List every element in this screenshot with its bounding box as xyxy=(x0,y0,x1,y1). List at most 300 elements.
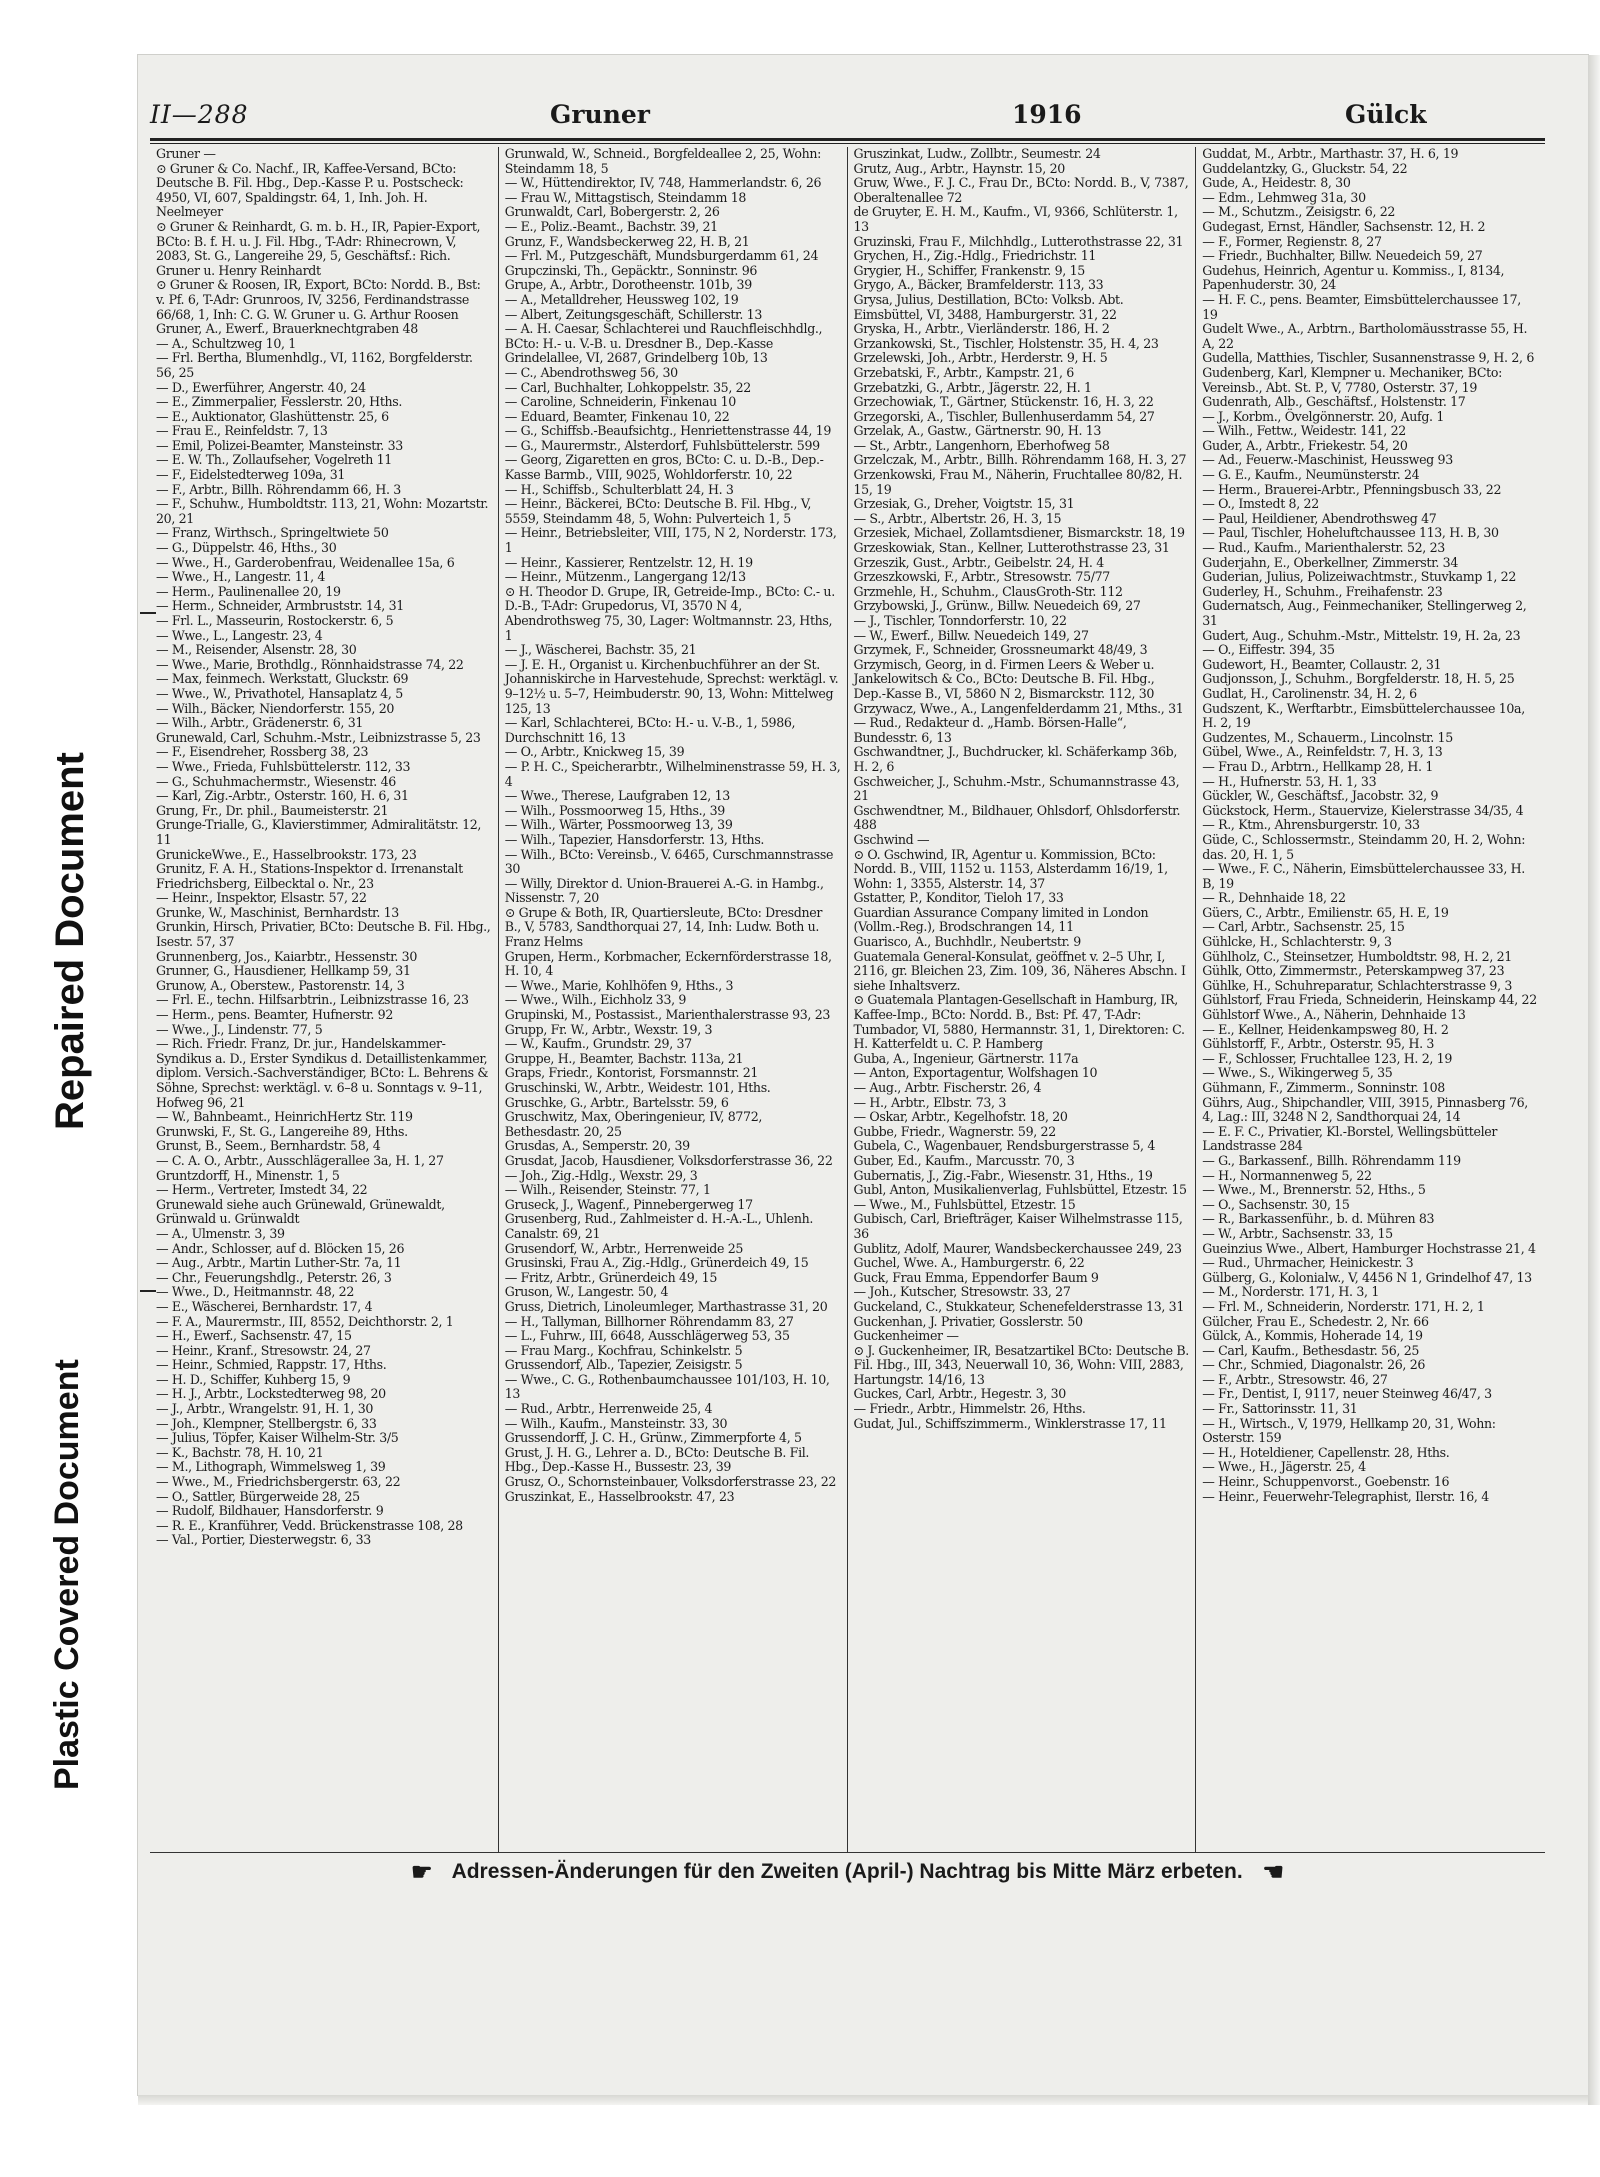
directory-entry: Gühmann, F., Zimmerm., Sonninstr. 108 xyxy=(1202,1080,1445,1095)
directory-entry: Grunkin, Hirsch, Privatier, BCto: Deutsche B. Fil. Hbg., Isestr. 57, 37 xyxy=(156,919,491,950)
directory-entry: — Frl. Bertha, Blumenhdlg., VI, 1162, Borgfelderstr. 56, 25 xyxy=(156,350,473,380)
directory-entry: Gschwandtner, J., Buchdrucker, kl. Schäferkamp 36b, H. 2, 6 xyxy=(853,744,1177,774)
directory-entry: — G., Maurermstr., Alsterdorf, Fuhlsbüttelerstr. 599 xyxy=(504,437,820,453)
directory-entry: Grust, J. H. G., Lehrer a. D., BCto: Deutsche B. Fil. Hbg., Dep.-Kasse H., Bussestr. 23, 39 xyxy=(504,1444,810,1475)
directory-entry: — Franz, Wirthsch., Springeltwiete 50 xyxy=(156,525,389,541)
directory-entry: — J., Arbtr., Wrangelstr. 91, H. 1, 30 xyxy=(156,1401,374,1417)
directory-entry: Guddelantzky, G., Gluckstr. 54, 22 xyxy=(1202,160,1408,176)
directory-entry: Grunke, W., Maschinist, Bernhardstr. 13 xyxy=(156,904,399,920)
directory-entry: — Rud., Arbtr., Herrenweide 25, 4 xyxy=(504,1401,713,1417)
directory-entry: — S., Arbtr., Albertstr. 26, H. 3, 15 xyxy=(853,510,1062,526)
directory-entry: Gühlstorf Wwe., A., Näherin, Dehnhaide 13 xyxy=(1202,1007,1466,1023)
directory-entry: Gstatter, P., Konditor, Tieloh 17, 33 xyxy=(853,890,1064,906)
directory-entry: ⊙ Guatemala Plantagen-Gesellschaft in Hamburg, IR, Kaffee-Imp., BCto: Nordd. B., Bst: Pf. 47, T-Adr: Tumbador, VI, 5880, Hermannstr. 31, 1, Direktoren: C. H. Katterfeldt u. C. P. Hamberg xyxy=(853,992,1185,1052)
directory-column-4 xyxy=(1196,147,1545,1853)
directory-entry: — Aug., Arbtr. Fischerstr. 26, 4 xyxy=(853,1080,1042,1095)
directory-entry: Grzelewski, Joh., Arbtr., Herderstr. 9, H. 5 xyxy=(853,350,1108,366)
directory-entry: — H. J., Arbtr., Lockstedterweg 98, 20 xyxy=(156,1386,386,1402)
directory-entry: — G., Barkassenf., Billh. Röhrendamm 119 xyxy=(1202,1152,1461,1168)
directory-entry: — Wwe., C. G., Rothenbaumchaussee 101/103, H. 10, 13 xyxy=(504,1371,830,1402)
directory-entry: — H., Ewerf., Sachsenstr. 47, 15 xyxy=(156,1328,352,1344)
directory-entry: — Caroline, Schneiderin, Finkenau 10 xyxy=(504,394,736,410)
directory-entry: Grunewald, Carl, Schuhm.-Mstr., Leibnizstrasse 5, 23 xyxy=(156,729,481,745)
directory-entry: Grunow, A., Oberstew., Pastorenstr. 14, 3 xyxy=(156,977,405,993)
directory-entry: — F., Schlosser, Fruchtallee 123, H. 2, 19 xyxy=(1202,1050,1452,1066)
directory-entry: — E., Kellner, Heidenkampsweg 80, H. 2 xyxy=(1202,1021,1449,1037)
directory-entry: — P. H. C., Speicherarbtr., Wilhelminenstrasse 59, H. 3, 4 xyxy=(504,758,841,789)
directory-entry: Gruszinkat, Ludw., Zollbtr., Seumestr. 24 xyxy=(853,147,1101,161)
directory-entry: Grupp, Fr. W., Arbtr., Wexstr. 19, 3 xyxy=(504,1021,713,1037)
directory-entry: — Julius, Töpfer, Kaiser Wilhelm-Str. 3/5 xyxy=(156,1430,399,1446)
directory-entry: Grunitz, F. A. H., Stations-Inspektor d. Irrenanstalt Friedrichsberg, Eilbecktal o. Nr., 23 xyxy=(156,861,463,891)
directory-entry: — F., Arbtr., Billh. Röhrendamm 66, H. 3 xyxy=(156,481,401,497)
directory-entry: Guderley, H., Schuhm., Freihafenstr. 23 xyxy=(1202,583,1443,599)
directory-entry: Gudewort, H., Beamter, Collaustr. 2, 31 xyxy=(1202,656,1442,672)
directory-entry: Guckenhan, J. Privatier, Gosslerstr. 50 xyxy=(853,1313,1083,1329)
directory-entry: — Georg, Zigaretten en gros, BCto: C. u. D.-B., Dep.-Kasse Barmb., VIII, 9025, Wohldorferstr. 10, 22 xyxy=(504,452,824,483)
directory-entry: — W., Hüttendirektor, IV, 748, Hammerlandstr. 6, 26 xyxy=(504,175,822,191)
directory-entry: ⊙ Gruner & Reinhardt, G. m. b. H., IR, Papier-Export, BCto: B. f. H. u. J. Fil. Hbg., T-Adr: Rhinecrown, V, 2083, St. G., Langereihe 29, 5, Geschäftsf.: Rich. Gruner u. Henry Reinhardt xyxy=(156,218,481,278)
footer-rule xyxy=(150,1852,1545,1853)
directory-entry: Gruseck, J., Wagenf., Pinnebergerweg 17 xyxy=(504,1196,753,1212)
directory-entry: Guatemala General-Konsulat, geöffnet v. 2–5 Uhr, I, 2116, gr. Bleichen 23, Zim. 109, 36, Näheres Abschn. I siehe Inhaltsverz. xyxy=(853,948,1186,993)
directory-entry: — Willy, Direktor d. Union-Brauerei A.-G. in Hambg., Nissenstr. 7, 20 xyxy=(504,875,824,906)
directory-entry: — Wwe., M., Fuhlsbüttel, Etzestr. 15 xyxy=(853,1196,1076,1212)
directory-entry: — Carl, Kaufm., Bethesdastr. 56, 25 xyxy=(1202,1342,1420,1358)
directory-entry: — Wilh., Arbtr., Grädenerstr. 6, 31 xyxy=(156,715,364,731)
directory-entry: — Heinr., Mützenm., Langergang 12/13 xyxy=(504,569,746,585)
directory-entry: Grzebatzki, G., Arbtr., Jägerstr. 22, H. 1 xyxy=(853,379,1092,395)
directory-entry: Grzesiak, G., Dreher, Voigtstr. 15, 31 xyxy=(853,496,1075,512)
directory-entry: — K., Bachstr. 78, H. 10, 21 xyxy=(156,1444,324,1460)
directory-entry: — Heinr., Betriebsleiter, VIII, 175, N 2, Norderstr. 173, 1 xyxy=(504,525,837,556)
directory-entry: Gruschinski, W., Arbtr., Weidestr. 101, Hths. xyxy=(504,1080,771,1095)
directory-entry: — Ad., Feuerw.-Maschinist, Heussweg 93 xyxy=(1202,452,1453,468)
directory-entry: — Heinr., Bäckerei, BCto: Deutsche B. Fil. Hbg., V, 5559, Steindamm 48, 5, Wohn: Pulverteich 1, 5 xyxy=(504,496,812,526)
running-head-right: Gülck xyxy=(1345,100,1427,129)
directory-entry: Guarisco, A., Buchhdlr., Neubertstr. 9 xyxy=(853,934,1081,950)
directory-entry: Grunz, F., Wandsbeckerweg 22, H. B, 21 xyxy=(504,233,750,249)
directory-entry: Gruszinkat, E., Hasselbrookstr. 47, 23 xyxy=(504,1488,735,1504)
directory-entry: Grzymek, F., Schneider, Grossneumarkt 48/49, 3 xyxy=(853,642,1148,658)
directory-entry: Grzelczak, M., Arbtr., Billh. Röhrendamm 168, H. 3, 27 xyxy=(853,452,1187,468)
directory-entry: — L., Fuhrw., III, 6648, Ausschlägerweg 53, 35 xyxy=(504,1328,790,1344)
directory-entry: Gudernatsch, Aug., Feinmechaniker, Stellingerweg 2, 31 xyxy=(1202,598,1527,628)
directory-entry: — Wwe., Marie, Kohlhöfen 9, Hths., 3 xyxy=(504,977,734,993)
footer-notice: Adressen-Änderungen für den Zweiten (April-) Nachtrag bis Mitte März erbeten. xyxy=(451,1860,1243,1884)
directory-entry: — Wilh., Tapezier, Hansdorferstr. 13, Hths. xyxy=(504,831,765,847)
directory-entry: — Wilh., Reisender, Steinstr. 77, 1 xyxy=(504,1182,711,1198)
directory-entry: Gudlat, H., Carolinenstr. 34, H. 2, 6 xyxy=(1202,685,1417,701)
directory-entry: — H. F. C., pens. Beamter, Eimsbüttelerchaussee 17, 19 xyxy=(1202,291,1521,322)
directory-entry: Gruppe, H., Beamter, Bachstr. 113a, 21 xyxy=(504,1050,744,1066)
directory-entry: Grunwaldt, Carl, Bobergerstr. 2, 26 xyxy=(504,204,720,220)
directory-entry: Grussendorff, J. C. H., Grünw., Zimmerpforte 4, 5 xyxy=(504,1430,802,1446)
directory-entry: — Paul, Heildiener, Abendrothsweg 47 xyxy=(1202,510,1437,526)
directory-entry: — H., Hufnerstr. 53, H. 1, 33 xyxy=(1202,773,1377,789)
directory-entry: Gülcher, Frau E., Schedestr. 2, Nr. 66 xyxy=(1202,1313,1429,1329)
directory-entry: — Albert, Zeitungsgeschäft, Schillerstr. 13 xyxy=(504,306,762,322)
directory-entry: — Max, feinmech. Werkstatt, Gluckstr. 69 xyxy=(156,671,409,687)
directory-entry: — Heinr., Feuerwehr-Telegraphist, Ilerstr. 16, 4 xyxy=(1202,1488,1489,1504)
directory-entry: Guber, Ed., Kaufm., Marcusstr. 70, 3 xyxy=(853,1152,1075,1168)
directory-entry: — E., Zimmerpalier, Fesslerstr. 20, Hths. xyxy=(156,394,403,410)
directory-entry: Grzegorski, A., Tischler, Bullenhuserdamm 54, 27 xyxy=(853,408,1155,424)
directory-entry: Grychen, H., Zig.-Hdlg., Friedrichstr. 11 xyxy=(853,248,1097,264)
directory-entry: Grysa, Julius, Destillation, BCto: Volksb. Abt. Eimsbüttel, VI, 3488, Hamburgerstr. 31, 22 xyxy=(853,291,1124,322)
directory-entry: — Wwe., M., Brennerstr. 52, Hths., 5 xyxy=(1202,1182,1426,1198)
directory-entry: — Frl. M., Putzgeschäft, Mundsburgerdamm 61, 24 xyxy=(504,248,819,264)
directory-entry: Grygo, A., Bäcker, Bramfelderstr. 113, 33 xyxy=(853,277,1104,293)
directory-entry: Gubl, Anton, Musikalienverlag, Fuhlsbüttel, Etzestr. 15 xyxy=(853,1182,1187,1198)
directory-entry: — H., Tallyman, Billhorner Röhrendamm 83, 27 xyxy=(504,1313,794,1329)
directory-entry: — Wwe., Marie, Brothdlg., Rönnhaidstrasse 74, 22 xyxy=(156,656,464,672)
directory-entry: ⊙ Gruner & Roosen, IR, Export, BCto: Nordd. B., Bst: v. Pf. 6, T-Adr: Grunroos, IV, 3256, Ferdinandstrasse 66/68, 1, Inh: C. G. W. Gruner u. G. Arthur Roosen xyxy=(156,277,481,322)
directory-entry: Gschweicher, J., Schuhm.-Mstr., Schumannstrasse 43, 21 xyxy=(853,773,1180,804)
directory-entry: Grzebatski, F., Arbtr., Kampstr. 21, 6 xyxy=(853,364,1074,380)
directory-entry: — H. D., Schiffer, Kuhberg 15, 9 xyxy=(156,1371,351,1387)
directory-entry: ⊙ Grupe & Both, IR, Quartiersleute, BCto: Dresdner B., V, 5783, Sandthorquai 27, 14, Inh: Ludw. Both u. Franz Helms xyxy=(504,904,822,950)
directory-entry: Grzybowski, J., Grünw., Billw. Neuedeich 69, 27 xyxy=(853,598,1141,614)
directory-entry: Gührs, Aug., Shipchandler, VIII, 3915, Pinnasberg 76, 4, Lag.: III, 3248 N 2, Sandthorquai 24, 14 xyxy=(1202,1094,1528,1125)
page-edge xyxy=(1588,55,1600,2105)
directory-entry: — J., Wäscherei, Bachstr. 35, 21 xyxy=(504,642,697,658)
directory-entry: Guderian, Julius, Polizeiwachtmstr., Stuvkamp 1, 22 xyxy=(1202,569,1517,585)
directory-entry: — E. W. Th., Zollaufseher, Vogelreth 11 xyxy=(156,452,392,468)
directory-entry: Guchel, Wwe. A., Hamburgerstr. 6, 22 xyxy=(853,1255,1085,1271)
directory-entry: Grunge-Trialle, G., Klavierstimmer, Admiralitätstr. 12, 11 xyxy=(156,817,482,847)
directory-entry: — Wilh., Bäcker, Niendorferstr. 155, 20 xyxy=(156,700,395,716)
directory-entry: ⊙ Gruner & Co. Nachf., IR, Kaffee-Versand, BCto: Deutsche B. Fil. Hbg., Dep.-Kasse P. u. Postscheck: 4950, VI, 607, Spaldingstr. 64, 1, Inh. Joh. H. Neelmeyer xyxy=(156,160,464,220)
directory-entry: — C. A. O., Arbtr., Ausschlägerallee 3a, H. 1, 27 xyxy=(156,1152,444,1168)
directory-entry: — A. H. Caesar, Schlachterei und Rauchfleischhdlg., BCto: H.- u. V.-B. u. Dresdner B., Dep.-Kasse Grindelallee, VI, 2687, Grindelberg 10b, 13 xyxy=(504,321,823,366)
directory-entry: — St., Arbtr., Langenhorn, Eberhofweg 58 xyxy=(853,437,1110,453)
directory-entry: Gruner — xyxy=(156,147,216,161)
directory-entry: — Friedr., Arbtr., Himmelstr. 26, Hths. xyxy=(853,1401,1086,1417)
directory-entry: — E. F. C., Privatier, Kl.-Borstel, Wellingsbütteler Landstrasse 284 xyxy=(1202,1123,1498,1154)
directory-entry: — J., Korbm., Övelgönnerstr. 20, Aufg. 1 xyxy=(1202,408,1445,424)
directory-entry: — A., Schultzweg 10, 1 xyxy=(156,335,296,351)
pointing-hand-right-icon: ☛ xyxy=(410,1859,433,1886)
directory-entry: — F., Eidelstedterweg 109a, 31 xyxy=(156,467,346,483)
directory-entry: — Wilh., Kaufm., Mansteinstr. 33, 30 xyxy=(504,1415,728,1431)
directory-entry: — Wilh., BCto: Vereinsb., V. 6465, Curschmannstrasse 30 xyxy=(504,846,834,877)
directory-entry: — W., Kaufm., Grundstr. 29, 37 xyxy=(504,1036,692,1052)
directory-entry: — H., Arbtr., Elbstr. 73, 3 xyxy=(853,1094,1007,1110)
directory-entry: — Andr., Schlosser, auf d. Blöcken 15, 26 xyxy=(156,1240,405,1256)
directory-entry: — M., Schutzm., Zeisigstr. 6, 22 xyxy=(1202,204,1396,220)
directory-entry: Grupczinski, Th., Gepäcktr., Sonninstr. 96 xyxy=(504,262,758,278)
directory-entry: Guckes, Carl, Arbtr., Hegestr. 3, 30 xyxy=(853,1386,1066,1402)
directory-entry: — W., Ewerf., Billw. Neuedeich 149, 27 xyxy=(853,627,1089,643)
directory-entry: Gudella, Matthies, Tischler, Susannenstrasse 9, H. 2, 6 xyxy=(1202,350,1534,366)
directory-entry: Grusinski, Frau A., Zig.-Hdlg., Grünerdeich 49, 15 xyxy=(504,1255,809,1271)
directory-entry: — Joh., Kutscher, Stresowstr. 33, 27 xyxy=(853,1284,1071,1300)
directory-entry: Gubela, C., Wagenbauer, Rendsburgerstrasse 5, 4 xyxy=(853,1138,1155,1154)
directory-entry: Grussendorf, Alb., Tapezier, Zeisigstr. 5 xyxy=(504,1357,743,1373)
header-rule xyxy=(150,143,1545,144)
directory-entry: — D., Ewerführer, Angerstr. 40, 24 xyxy=(156,379,366,395)
directory-entry: — R., Dehnhaide 18, 22 xyxy=(1202,890,1346,906)
directory-entry: Guckeland, C., Stukkateur, Schenefelderstrasse 13, 31 xyxy=(853,1298,1184,1314)
header-rule xyxy=(150,138,1545,141)
directory-entry: ⊙ J. Guckenheimer, IR, Besatzartikel BCto: Deutsche B. Fil. Hbg., III, 343, Neuerwall 10, 36, Wohn: VIII, 2883, Hartungstr. 14/16, 13 xyxy=(853,1342,1189,1387)
directory-entry: — Wwe., W., Privathotel, Hansaplatz 4, 5 xyxy=(156,685,403,701)
directory-entry: — Paul, Tischler, Hoheluftchaussee 113, H. B, 30 xyxy=(1202,525,1499,541)
directory-entry: — Val., Portier, Diesterwegstr. 6, 33 xyxy=(156,1532,371,1548)
directory-entry: — E., Poliz.-Beamt., Bachstr. 39, 21 xyxy=(504,218,718,234)
directory-entry: — Edm., Lehmweg 31a, 30 xyxy=(1202,189,1366,205)
directory-entry: Gülberg, G., Kolonialw., V, 4456 N 1, Grindelhof 47, 13 xyxy=(1202,1269,1532,1285)
directory-entry: — H., Schiffsb., Schulterblatt 24, H. 3 xyxy=(504,481,734,497)
directory-entry: — Rud., Uhrmacher, Heinickestr. 3 xyxy=(1202,1255,1414,1271)
directory-entry: Grunewald siehe auch Grünewald, Grünewaldt, Grünwald u. Grünwaldt xyxy=(156,1196,445,1227)
directory-entry: — Rud., Kaufm., Marienthalerstr. 52, 23 xyxy=(1202,540,1445,556)
directory-entry: — F., Eisendreher, Rossberg 38, 23 xyxy=(156,744,369,760)
page-header xyxy=(150,96,1545,136)
plastic-covered-document-label: Plastic Covered Document xyxy=(48,1359,86,1790)
running-head-year: 1916 xyxy=(1012,100,1082,129)
directory-entry: Guder, A., Arbtr., Friekestr. 54, 20 xyxy=(1202,437,1408,453)
directory-entry: — Wwe., D., Heitmannstr. 48, 22 xyxy=(156,1284,355,1300)
directory-entry: Gühlke, H., Schuhreparatur, Schlachterstrasse 9, 3 xyxy=(1202,977,1513,993)
directory-entry: — H., Hoteldiener, Capellenstr. 28, Hths. xyxy=(1202,1444,1450,1460)
directory-entry: Grunst, B., Seem., Bernhardstr. 58, 4 xyxy=(156,1138,381,1154)
directory-entry: Graps, Friedr., Kontorist, Forsmannstr. 21 xyxy=(504,1065,759,1081)
directory-entry: — M., Norderstr. 171, H. 3, 1 xyxy=(1202,1284,1379,1300)
directory-entry: Grzywacz, Wwe., A., Langenfelderdamm 21, Mths., 31 xyxy=(853,700,1184,716)
directory-entry: — F. A., Maurermstr., III, 8552, Deichthorstr. 2, 1 xyxy=(156,1313,454,1329)
directory-entry: Gudehus, Heinrich, Agentur u. Kommiss., I, 8134, Papenhuderstr. 30, 24 xyxy=(1202,262,1505,293)
pointing-hand-left-icon: ☚ xyxy=(1262,1859,1285,1886)
directory-entry: Guck, Frau Emma, Eppendorfer Baum 9 xyxy=(853,1269,1099,1285)
directory-entry: Grunwald, W., Schneid., Borgfeldeallee 2, 25, Wohn: Steindamm 18, 5 xyxy=(504,147,822,176)
directory-entry: — Herm., Vertreter, Imstedt 34, 22 xyxy=(156,1182,368,1198)
directory-entry: Gschwind — xyxy=(853,831,930,847)
directory-entry: — Aug., Arbtr., Martin Luther-Str. 7a, 11 xyxy=(156,1255,402,1271)
directory-entry: — Wwe., M., Friedrichsbergerstr. 63, 22 xyxy=(156,1474,401,1490)
directory-entry: Güers, C., Arbtr., Emilienstr. 65, H. E, 19 xyxy=(1202,904,1449,920)
directory-entry: — O., Sachsenstr. 30, 15 xyxy=(1202,1196,1350,1212)
directory-entry: Gueinzius Wwe., Albert, Hamburger Hochstrasse 21, 4 xyxy=(1202,1240,1536,1256)
directory-entry: Gülck, A., Kommis, Hoherade 14, 19 xyxy=(1202,1328,1423,1344)
page-number: II—288 xyxy=(150,100,249,129)
directory-entry: — F., Schuhw., Humboldtstr. 113, 21, Wohn: Mozartstr. 20, 21 xyxy=(156,496,489,526)
directory-entry: Grunwski, F., St. G., Langereihe 89, Hths. xyxy=(156,1123,408,1139)
directory-entry: Grzymisch, Georg, in d. Firmen Leers & Weber u. Jankelowitsch & Co., BCto: Deutsche B. Fil. Hbg., Dep.-Kasse B., VI, 5860 N 2, Bismarckstr. 112, 30 xyxy=(853,656,1155,701)
directory-entry: — A., Ulmenstr. 3, 39 xyxy=(156,1225,285,1241)
directory-entry: — Friedr., Buchhalter, Billw. Neuedeich 59, 27 xyxy=(1202,248,1483,264)
directory-column-3 xyxy=(848,147,1197,1853)
directory-entry: — Emil, Polizei-Beamter, Mansteinstr. 33 xyxy=(156,437,403,453)
directory-entry: — Rud., Redakteur d. „Hamb. Börsen-Halle“, Bundesstr. 6, 13 xyxy=(853,715,1127,745)
directory-entry: — Karl, Schlachterei, BCto: H.- u. V.-B., 1, 5986, Durchschnitt 16, 13 xyxy=(504,715,796,745)
directory-entry: Grzesiek, Michael, Zollamtsdiener, Bismarckstr. 18, 19 xyxy=(853,525,1185,541)
directory-entry: — Wwe., H., Garderobenfrau, Weidenallee 15a, 6 xyxy=(156,554,455,570)
directory-entry: — R. E., Kranführer, Vedd. Brückenstrasse 108, 28 xyxy=(156,1517,463,1533)
directory-entry: Grung, Fr., Dr. phil., Baumeisterstr. 21 xyxy=(156,802,389,818)
directory-entry: Grupe, A., Arbtr., Dorotheenstr. 101b, 39 xyxy=(504,277,752,293)
directory-entry: Gruschke, G., Arbtr., Bartelsstr. 59, 6 xyxy=(504,1094,729,1110)
directory-entry: — Frl. E., techn. Hilfsarbtrin., Leibnizstrasse 16, 23 xyxy=(156,992,469,1008)
page-footer xyxy=(150,1858,1545,1898)
directory-entry: — Frau D., Arbtrn., Hellkamp 28, H. 1 xyxy=(1202,758,1433,774)
directory-entry: — Heinr., Inspektor, Elsastr. 57, 22 xyxy=(156,890,367,906)
directory-entry: — Frau E., Reinfeldstr. 7, 13 xyxy=(156,423,328,439)
directory-entry: Gudert, Aug., Schuhm.-Mstr., Mittelstr. 19, H. 2a, 23 xyxy=(1202,627,1521,643)
directory-entry: — Wilh., Wärter, Possmoorweg 13, 39 xyxy=(504,817,733,833)
directory-entry: — M., Lithograph, Wimmelsweg 1, 39 xyxy=(156,1459,386,1475)
directory-entry: de Gruyter, E. H. M., Kaufm., VI, 9366, Schlüterstr. 1, 13 xyxy=(853,204,1178,234)
directory-entry: — O., Sattler, Bürgerweide 28, 25 xyxy=(156,1488,360,1504)
directory-entry: — C., Abendrothsweg 56, 30 xyxy=(504,364,678,380)
directory-entry: — W., Arbtr., Sachsenstr. 33, 15 xyxy=(1202,1225,1393,1241)
directory-entry: — Frau Marg., Kochfrau, Schinkelstr. 5 xyxy=(504,1342,743,1358)
directory-entry: Gühlholz, C., Steinsetzer, Humboldtstr. 98, H. 2, 21 xyxy=(1202,948,1512,964)
directory-entry: — Heinr., Kassierer, Rentzelstr. 12, H. 19 xyxy=(504,554,753,570)
directory-entry: — O., Arbtr., Knickweg 15, 39 xyxy=(504,744,685,760)
directory-entry: — Oskar, Arbtr., Kegelhofstr. 18, 20 xyxy=(853,1109,1068,1125)
directory-entry: — Joh., Zig.-Hdlg., Wexstr. 29, 3 xyxy=(504,1167,698,1183)
directory-entry: ⊙ H. Theodor D. Grupe, IR, Getreide-Imp., BCto: C.- u. D.-B., T-Adr: Grupedorus, VI, 3570 N 4, Abendrothsweg 75, 30, Lager: Woltmannstr. 23, Hths, 1 xyxy=(504,583,835,643)
directory-entry: Grupen, Herm., Korbmacher, Eckernförderstrasse 18, H. 10, 4 xyxy=(504,948,832,979)
directory-entry: Guardian Assurance Company limited in London (Vollm.-Reg.), Brodschrangen 14, 11 xyxy=(853,904,1149,935)
directory-entry: Gühlstorff, F., Arbtr., Osterstr. 95, H. 3 xyxy=(1202,1036,1435,1052)
directory-entry: Grupinski, M., Postassist., Marienthalerstrasse 93, 23 xyxy=(504,1007,831,1023)
directory-entry: — Wwe., L., Langestr. 23, 4 xyxy=(156,627,323,643)
directory-entry: — Frl. L., Masseurin, Rostockerstr. 6, 5 xyxy=(156,613,394,628)
directory-entry: Grzeszik, Gust., Arbtr., Geibelstr. 24, H. 4 xyxy=(853,554,1104,570)
directory-entry: Grusendorf, W., Arbtr., Herrenweide 25 xyxy=(504,1240,744,1256)
directory-entry: Grygier, H., Schiffer, Frankenstr. 9, 15 xyxy=(853,262,1085,278)
directory-entry: — W., Bahnbeamt., HeinrichHertz Str. 119 xyxy=(156,1109,413,1125)
directory-entry: — Rudolf, Bildhauer, Hansdorferstr. 9 xyxy=(156,1503,384,1519)
directory-entry: — Chr., Feuerungshdlg., Peterstr. 26, 3 xyxy=(156,1269,392,1285)
directory-entry: — Anton, Exportagentur, Wolfshagen 10 xyxy=(853,1065,1098,1081)
directory-entry: Grutz, Aug., Arbtr., Haynstr. 15, 20 xyxy=(853,160,1065,176)
directory-entry: — Heinr., Kranf., Stresowstr. 24, 27 xyxy=(156,1342,371,1358)
directory-entry: — O., Eiffestr. 394, 35 xyxy=(1202,642,1335,658)
directory-entry: — Wilh., Fettw., Weidestr. 141, 22 xyxy=(1202,423,1406,439)
directory-entry: — G., Schuhmachermstr., Wiesenstr. 46 xyxy=(156,773,396,789)
directory-entry: — Wwe., J., Lindenstr. 77, 5 xyxy=(156,1021,323,1037)
directory-entry: — Joh., Klempner, Stellbergstr. 6, 33 xyxy=(156,1415,377,1431)
directory-entry: Grzelak, A., Gastw., Gärtnerstr. 90, H. 13 xyxy=(853,423,1102,439)
directory-entry: — Eduard, Beamter, Finkenau 10, 22 xyxy=(504,408,730,424)
directory-entry: — J., Tischler, Tonndorferstr. 10, 22 xyxy=(853,613,1067,628)
directory-entry: — G. E., Kaufm., Neumünsterstr. 24 xyxy=(1202,467,1420,483)
directory-entry: Guderjahn, E., Oberkellner, Zimmerstr. 34 xyxy=(1202,554,1458,570)
directory-entry: Gühlstorf, Frau Frieda, Schneiderin, Heinskamp 44, 22 xyxy=(1202,992,1537,1008)
directory-entry: — Wwe., Therese, Laufgraben 12, 13 xyxy=(504,788,730,804)
directory-entry: — O., Imstedt 8, 22 xyxy=(1202,496,1319,512)
directory-entry: Gückler, W., Geschäftsf., Jacobstr. 32, 9 xyxy=(1202,788,1439,804)
directory-entry: Gudjonsson, J., Schuhm., Borgfelderstr. 18, H. 5, 25 xyxy=(1202,671,1515,687)
directory-entry: — Carl, Arbtr., Sachsenstr. 25, 15 xyxy=(1202,919,1405,935)
directory-entry: Grzmehle, H., Schuhm., ClausGroth-Str. 112 xyxy=(853,583,1123,599)
directory-entry: Gude, A., Heidestr. 8, 30 xyxy=(1202,175,1351,191)
directory-entry: Guckenheimer — xyxy=(853,1328,959,1344)
directory-entry: Grusdat, Jacob, Hausdiener, Volksdorferstrasse 36, 22 xyxy=(504,1152,833,1168)
directory-entry: — Wwe., Frieda, Fuhlsbüttelerstr. 112, 33 xyxy=(156,758,411,774)
directory-column-1 xyxy=(150,147,499,1853)
directory-entry: Grunnenberg, Jos., Kaiarbtr., Hessenstr. 30 xyxy=(156,948,417,964)
directory-entry: Gühlk, Otto, Zimmermstr., Peterskampweg 37, 23 xyxy=(1202,963,1505,979)
directory-entry: — Wwe., H., Langestr. 11, 4 xyxy=(156,569,326,585)
directory-entry: Grusz, O., Schornsteinbauer, Volksdorferstrasse 23, 22 xyxy=(504,1474,837,1490)
directory-entry: Grusenberg, Rud., Zahlmeister d. H.-A.-L., Uhlenh. Canalstr. 69, 21 xyxy=(504,1211,814,1241)
directory-entry: Gudelt Wwe., A., Arbtrn., Bartholomäusstrasse 55, H. A, 22 xyxy=(1202,321,1528,351)
directory-entry: — F., Arbtr., Stresowstr. 46, 27 xyxy=(1202,1371,1388,1387)
directory-entry: Güde, C., Schlossermstr., Steindamm 20, H. 2, Wohn: das. 20, H. 1, 5 xyxy=(1202,831,1526,862)
directory-entry: — Frl. M., Schneiderin, Norderstr. 171, H. 2, 1 xyxy=(1202,1298,1485,1314)
directory-entry: Gudenberg, Karl, Klempner u. Mechaniker, BCto: Vereinsb., Abt. St. P., V, 7780, Osterstr. 37, 19 xyxy=(1202,364,1503,395)
directory-entry: — Wwe., Wilh., Eichholz 33, 9 xyxy=(504,992,687,1008)
directory-entry: GrunickeWwe., E., Hasselbrookstr. 173, 23 xyxy=(156,846,417,862)
directory-entry: Gühlcke, H., Schlachterstr. 9, 3 xyxy=(1202,934,1392,950)
directory-entry: — Wwe., F. C., Näherin, Eimsbüttelerchaussee 33, H. B, 19 xyxy=(1202,861,1525,891)
directory-entry: ⊙ O. Gschwind, IR, Agentur u. Kommission, BCto: Nordd. B., VIII, 1152 u. 1153, Alsterdamm 16/19, 1, Wohn: 1, 3355, Alsterstr. 14, 37 xyxy=(853,846,1168,891)
directory-entry: — Wwe., H., Jägerstr. 25, 4 xyxy=(1202,1459,1366,1475)
directory-entry: — Heinr., Schuppenvorst., Goebenstr. 16 xyxy=(1202,1474,1450,1490)
directory-entry: Gruner, A., Ewerf., Brauerknechtgraben 48 xyxy=(156,321,418,337)
page-edge xyxy=(138,2095,1588,2105)
directory-entry: — Herm., Paulinenallee 20, 19 xyxy=(156,583,341,599)
directory-entry: Gudszent, K., Werftarbtr., Eimsbüttelerchaussee 10a, H. 2, 19 xyxy=(1202,700,1525,731)
directory-entry: Gudenrath, Alb., Geschäftsf., Holstenstr. 17 xyxy=(1202,394,1466,410)
directory-entry: Grzankowski, St., Tischler, Holstenstr. 35, H. 4, 23 xyxy=(853,335,1159,351)
directory-entry: — F., Former, Regienstr. 8, 27 xyxy=(1202,233,1382,249)
directory-entry: — G., Schiffsb.-Beaufsichtg., Henriettenstrasse 44, 19 xyxy=(504,423,831,439)
directory-entry: Gruntzdorff, H., Minenstr. 1, 5 xyxy=(156,1167,340,1183)
directory-entry: — Wwe., S., Wikingerweg 5, 35 xyxy=(1202,1065,1393,1081)
directory-entry: Grzeskowiak, Stan., Kellner, Lutterothstrasse 23, 31 xyxy=(853,540,1170,556)
directory-entry: Gruw, Wwe., F. J. C., Frau Dr., BCto: Nordd. B., V, 7387, Oberaltenallee 72 xyxy=(853,175,1189,205)
directory-entry: Gruss, Dietrich, Linoleumleger, Marthastrasse 31, 20 xyxy=(504,1298,828,1314)
directory-entry: — G., Düppelstr. 46, Hths., 30 xyxy=(156,540,337,556)
directory-entry: Grzenkowski, Frau M., Näherin, Fruchtallee 80/82, H. 15, 19 xyxy=(853,467,1183,497)
directory-entry: Gublitz, Adolf, Maurer, Wandsbeckerchaussee 249, 23 xyxy=(853,1240,1182,1256)
directory-entry: — H., Wirtsch., V, 1979, Hellkamp 20, 31, Wohn: Osterstr. 159 xyxy=(1202,1415,1496,1446)
directory-entry: — Fr., Dentist, I, 9117, neuer Steinweg 46/47, 3 xyxy=(1202,1386,1492,1402)
directory-entry: — Chr., Schmied, Diagonalstr. 26, 26 xyxy=(1202,1357,1426,1373)
directory-entry: — Rich. Friedr. Franz, Dr. jur., Handelskammer-Syndikus a. D., Erster Syndikus d. Detaillistenkammer, diplom. Versich.-Sachverständiger, BCto: L. Behrens & Söhne, Sprechst: werktägl. v. 6–8 u. Sonntags v. 9–11, Hofweg 96, 21 xyxy=(156,1036,489,1110)
directory-entry: — Heinr., Schmied, Rappstr. 17, Hths. xyxy=(156,1357,387,1373)
directory-column-2 xyxy=(499,147,848,1853)
directory-entry: Guba, A., Ingenieur, Gärtnerstr. 117a xyxy=(853,1050,1079,1066)
directory-entry: — R., Ktm., Ahrensburgerstr. 10, 33 xyxy=(1202,817,1420,833)
running-head-left: Gruner xyxy=(550,100,650,129)
repaired-document-label: Repaired Document xyxy=(48,752,92,1130)
directory-entry: Gudat, Jul., Schiffszimmerm., Winklerstrasse 17, 11 xyxy=(853,1415,1167,1431)
directory-entry: — Wilh., Possmoorweg 15, Hths., 39 xyxy=(504,802,725,818)
directory-entry: Guddat, M., Arbtr., Marthastr. 37, H. 6, 19 xyxy=(1202,147,1459,161)
directory-entry: Gudzentes, M., Schauerm., Lincolnstr. 15 xyxy=(1202,729,1453,745)
directory-entry: Gudegast, Ernst, Händler, Sachsenstr. 12, H. 2 xyxy=(1202,218,1486,234)
directory-entry: — Frau W., Mittagstisch, Steindamm 18 xyxy=(504,189,747,205)
directory-entry: — R., Barkassenführ., b. d. Mühren 83 xyxy=(1202,1211,1435,1227)
directory-entry: Gückstock, Herm., Stauervize, Kielerstrasse 34/35, 4 xyxy=(1202,802,1524,818)
directory-entry: Grzechowiak, T., Gärtner, Stückenstr. 16, H. 3, 22 xyxy=(853,394,1154,410)
directory-entry: — Carl, Buchhalter, Lohkoppelstr. 35, 22 xyxy=(504,379,751,395)
directory-entry: — Fritz, Arbtr., Grünerdeich 49, 15 xyxy=(504,1269,718,1285)
directory-entry: — H., Normannenweg 5, 22 xyxy=(1202,1167,1372,1183)
directory-entry: Grzeszkowski, F., Arbtr., Stresowstr. 75/77 xyxy=(853,569,1110,585)
directory-entry: Gubernatis, J., Zig.-Fabr., Wiesenstr. 31, Hths., 19 xyxy=(853,1167,1153,1183)
directory-entry: Gruson, W., Langestr. 50, 4 xyxy=(504,1284,669,1300)
directory-entry: — Herm., pens. Beamter, Hufnerstr. 92 xyxy=(156,1007,393,1023)
directory-entry: — A., Metalldreher, Heussweg 102, 19 xyxy=(504,291,739,307)
